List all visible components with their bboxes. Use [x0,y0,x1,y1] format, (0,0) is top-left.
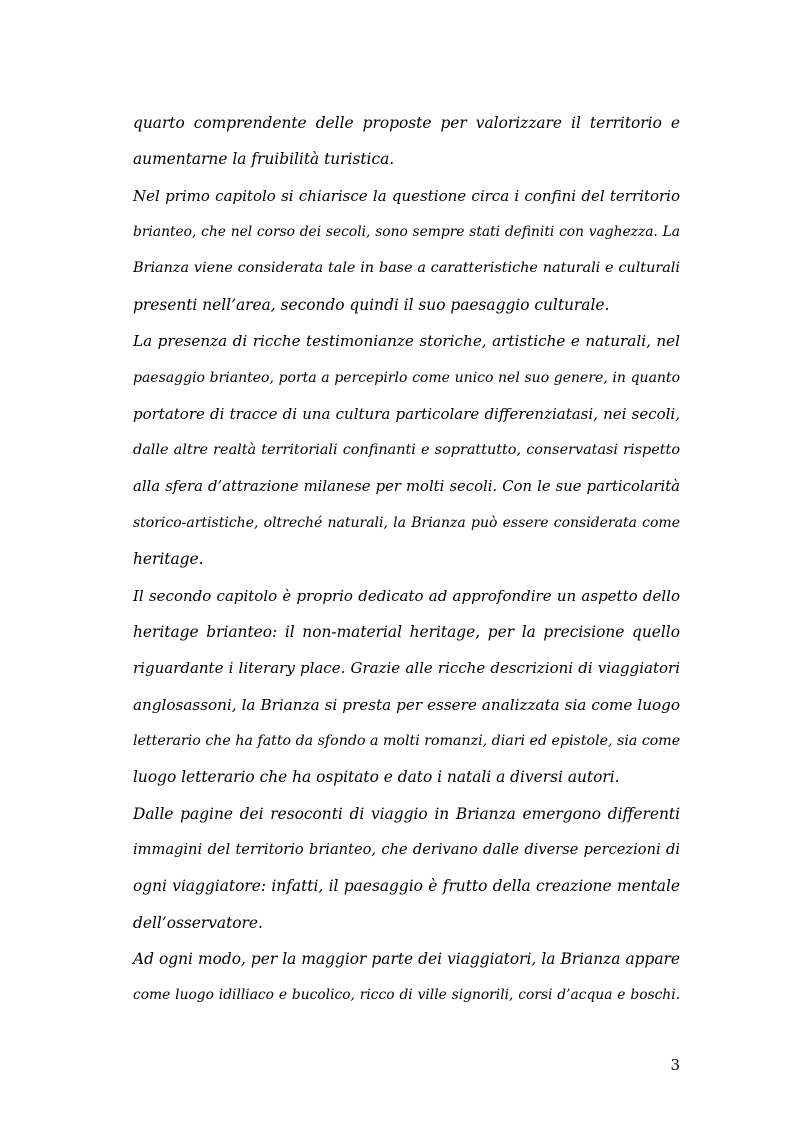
text-line: dalle altre realtà territoriali confinanti e soprattutto, conservatasi rispetto [133,442,680,458]
text-line: come luogo idilliaco e bucolico, ricco di ville signorili, corsi d’acqua e boschi. [133,987,680,1003]
text-line: ogni viaggiatore: infatti, il paesaggio è frutto della creazione mentale [133,877,680,895]
text-line: Dalle pagine dei resoconti di viaggio in Brianza emergono differenti [133,805,680,823]
text-line: riguardante i literary place. Grazie alle ricche descrizioni di viaggiatori [133,659,680,677]
text-line: letterario che ha fatto da sfondo a molti romanzi, diari ed epistole, sia come [133,733,681,749]
text-line: Il secondo capitolo è proprio dedicato ad approfondire un aspetto dello [133,587,680,605]
text-line: quarto comprendente delle proposte per valorizzare il territorio e [133,114,680,132]
text-line: luogo letterario che ha ospitato e dato i natali a diversi autori. [133,768,620,786]
text-line: immagini del territorio brianteo, che derivano dalle diverse percezioni di [133,841,680,858]
text-line: Ad ogni modo, per la maggior parte dei viaggiatori, la Brianza appare [133,950,680,968]
text-line: portatore di tracce di una cultura particolare differenziatasi, nei secoli, [133,405,680,423]
text-line: Brianza viene considerata tale in base a caratteristiche naturali e culturali [133,260,680,276]
page-number: 3 [670,1056,680,1074]
text-line: alla sfera d’attrazione milanese per molti secoli. Con le sue particolarità [133,478,680,495]
text-line: presenti nell’area, secondo quindi il suo paesaggio culturale. [133,296,610,314]
text-line: Nel primo capitolo si chiarisce la questione circa i confini del territorio [133,187,680,205]
text-line: La presenza di ricche testimonianze storiche, artistiche e naturali, nel [133,332,680,350]
text-line: paesaggio brianteo, porta a percepirlo come unico nel suo genere, in quanto [133,370,680,386]
text-line: brianteo, che nel corso dei secoli, sono sempre stati definiti con vaghezza. La [133,224,680,240]
text-line: aumentarne la fruibilità turistica. [133,150,395,168]
text-line: storico-artistiche, oltreché naturali, la Brianza può essere considerata come [133,515,680,531]
text-line: dell’osservatore. [133,914,263,932]
text-line: anglosassoni, la Brianza si presta per essere analizzata sia come luogo [133,696,680,714]
text-line: heritage brianteo: il non-material heritage, per la precisione quello [133,623,680,641]
text-line: heritage. [133,550,204,568]
